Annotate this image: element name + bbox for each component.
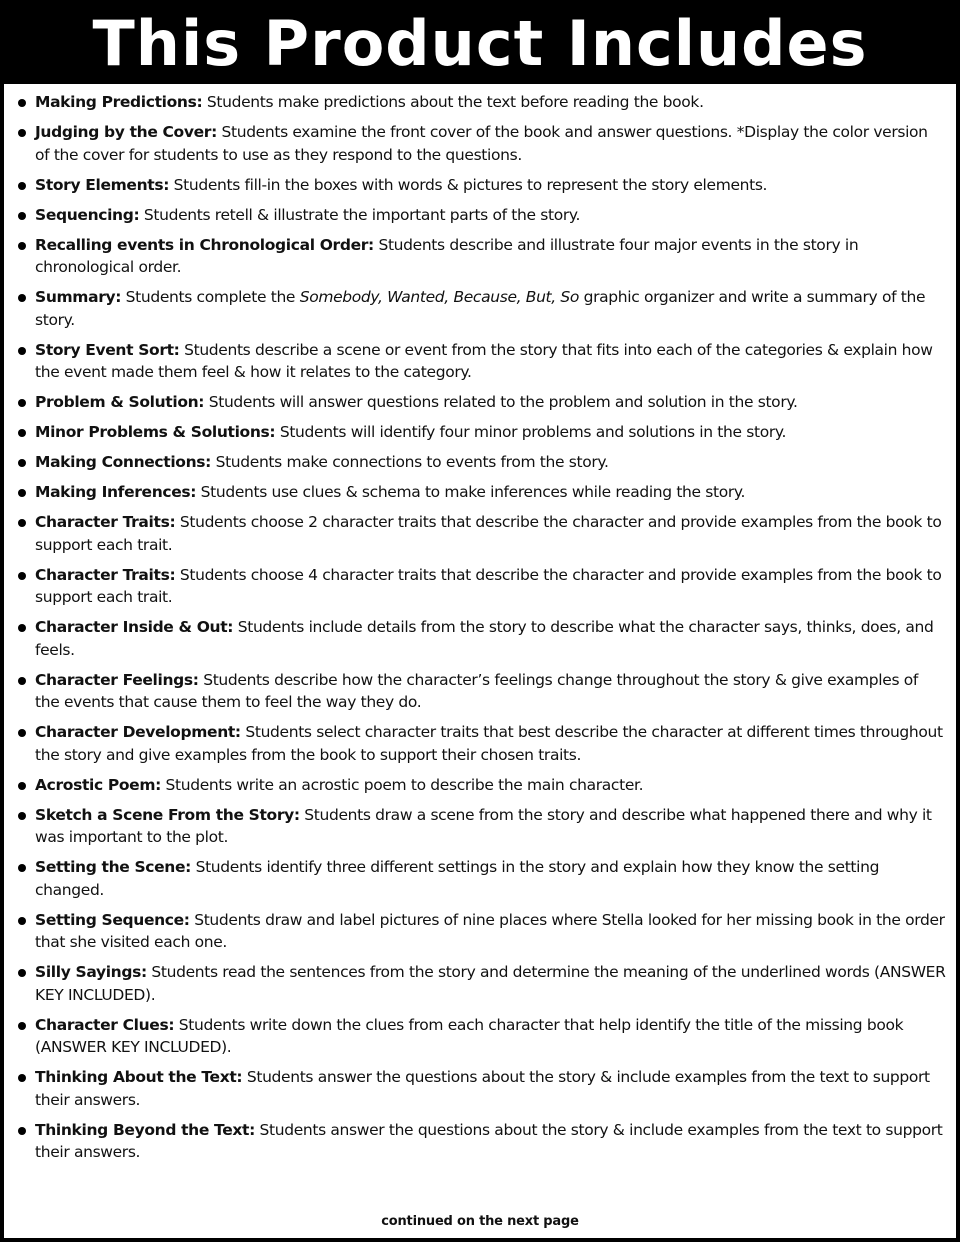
bullet-icon [18, 489, 26, 497]
item-label: Character Development: [35, 723, 241, 741]
item-label: Minor Problems & Solutions: [35, 423, 276, 441]
item-description: Students choose 4 character traits that describe the character and provide examples from the book to support each trait. [35, 565, 942, 606]
list-item [14, 511, 946, 556]
item-description: Students describe a scene or event from the story that fits into each of the categories & explain how the event made them feel & how it relates to the category. [35, 340, 933, 381]
item-description: Students use clues & schema to make inferences while reading the story. [196, 483, 746, 501]
item-label: Sketch a Scene From the Story: [35, 805, 300, 824]
item-description: Students identify three different settings in the story and explain how they know the setting changed. [35, 858, 880, 899]
item-label: Silly Sayings: [35, 963, 147, 981]
bullet-icon [18, 729, 26, 737]
bullet-icon [18, 917, 26, 925]
bullet-icon [18, 677, 26, 685]
item-label: Setting Sequence: [35, 910, 190, 929]
bullet-icon [18, 347, 26, 355]
bullet-icon [18, 294, 26, 302]
item-description: Students retell & illustrate the important parts of the story. [139, 205, 581, 224]
item-description: Students read the sentences from the story and determine the meaning of the underlined words (ANSWER KEY INCLUDED). [35, 963, 946, 1004]
list-item [14, 856, 946, 901]
list-item [14, 721, 946, 766]
item-label: Recalling events in Chronological Order: [35, 235, 374, 254]
item-label: Story Elements: [35, 175, 170, 194]
item-description: Students make predictions about the text before reading the book. [202, 93, 704, 111]
item-label: Character Feelings: [35, 670, 199, 689]
item-description: Students include details from the story to describe what the character says, thinks, does, and feels. [35, 618, 934, 659]
item-description: Students answer the questions about the story & include examples from the text to support their answers. [35, 1068, 930, 1109]
bullet-icon [18, 242, 26, 250]
item-label: Thinking Beyond the Text: [35, 1120, 255, 1139]
list-item [14, 909, 946, 954]
list-item [14, 91, 946, 114]
item-description: Students choose 2 character traits that describe the character and provide examples from the book to support each trait. [35, 513, 942, 554]
bullet-icon [18, 624, 26, 632]
item-label: Making Connections: [35, 453, 212, 471]
item-label: Story Event Sort: [35, 340, 180, 359]
list-item [14, 774, 946, 797]
list-item [14, 481, 946, 504]
item-description: Students write down the clues from each character that help identify the title of the missing book (ANSWER KEY INCLUDED). [35, 1015, 904, 1056]
list-item [14, 421, 946, 444]
bullet-icon [18, 129, 26, 137]
item-label: Character Clues: [35, 1015, 175, 1034]
item-label: Acrostic Poem: [35, 775, 161, 794]
bullet-icon [18, 1074, 26, 1082]
list-item [14, 961, 946, 1006]
item-label: Problem & Solution: [35, 393, 205, 411]
list-item [14, 1119, 946, 1164]
item-description-continued: graphic organizer and write a summary of the story. [35, 288, 926, 329]
item-label: Sequencing: [35, 205, 140, 224]
list-item [14, 804, 946, 849]
item-description: Students make connections to events from the story. [211, 453, 609, 471]
list-item [14, 204, 946, 227]
list-item [14, 174, 946, 197]
item-description: Students describe and illustrate four major events in the story in chronological order. [35, 235, 859, 276]
item-description: Students complete the [121, 288, 300, 306]
item-description: Students will identify four minor problems and solutions in the story. [275, 423, 787, 441]
page-title: This Product Includes [92, 7, 868, 80]
bullet-icon [18, 864, 26, 872]
bullet-icon [18, 212, 26, 220]
list-item [14, 669, 946, 714]
title-banner [4, 4, 956, 84]
list-item [14, 1014, 946, 1059]
item-label: Making Predictions: [35, 93, 203, 111]
bullet-icon [18, 99, 26, 107]
bullet-icon [18, 1127, 26, 1135]
item-label: Character Traits: [35, 565, 176, 584]
product-contents-list [4, 84, 956, 1164]
item-label: Making Inferences: [35, 483, 197, 501]
item-description: Students will answer questions related to the problem and solution in the story. [204, 393, 798, 411]
bullet-icon [18, 429, 26, 437]
list-item [14, 564, 946, 609]
bullet-icon [18, 969, 26, 977]
bullet-icon [18, 782, 26, 790]
bullet-icon [18, 182, 26, 190]
bullet-icon [18, 399, 26, 407]
item-emphasis: Somebody, Wanted, Because, But, So [299, 288, 580, 306]
item-description: Students answer the questions about the story & include examples from the text to support their answers. [35, 1120, 943, 1161]
item-label: Character Traits: [35, 513, 176, 531]
list-item [14, 286, 946, 331]
item-label: Character Inside & Out: [35, 618, 234, 636]
list-item [14, 451, 946, 474]
item-description: Students write an acrostic poem to describe the main character. [160, 775, 644, 794]
item-description: Students describe how the character’s feelings change throughout the story & give examples of the events that cause them to feel the way they do. [35, 670, 918, 711]
item-label: Summary: [35, 288, 122, 306]
item-description: Students fill-in the boxes with words & pictures to represent the story elements. [169, 175, 768, 194]
list-item [14, 391, 946, 414]
continued-note: continued on the next page [381, 1214, 579, 1229]
item-description: Students examine the front cover of the book and answer questions. *Display the color version of the cover for students to use as they respond to the questions. [35, 123, 928, 164]
item-description: Students draw and label pictures of nine places where Stella looked for her missing book in the order that she visited each one. [35, 910, 945, 951]
item-label: Thinking About the Text: [35, 1068, 243, 1086]
list-item [14, 616, 946, 661]
item-label: Setting the Scene: [35, 858, 191, 876]
item-description: Students draw a scene from the story and describe what happened there and why it was important to the plot. [35, 805, 932, 846]
list-item [14, 1066, 946, 1111]
bullet-icon [18, 812, 26, 820]
bullet-icon [18, 572, 26, 580]
bullet-icon [18, 519, 26, 527]
item-label: Judging by the Cover: [35, 123, 217, 141]
list-item [14, 339, 946, 384]
item-description: Students select character traits that best describe the character at different times throughout the story and give examples from the book to support their chosen traits. [35, 723, 943, 764]
bullet-icon [18, 459, 26, 467]
bullet-icon [18, 1022, 26, 1030]
list-item [14, 121, 946, 166]
list-item [14, 234, 946, 279]
